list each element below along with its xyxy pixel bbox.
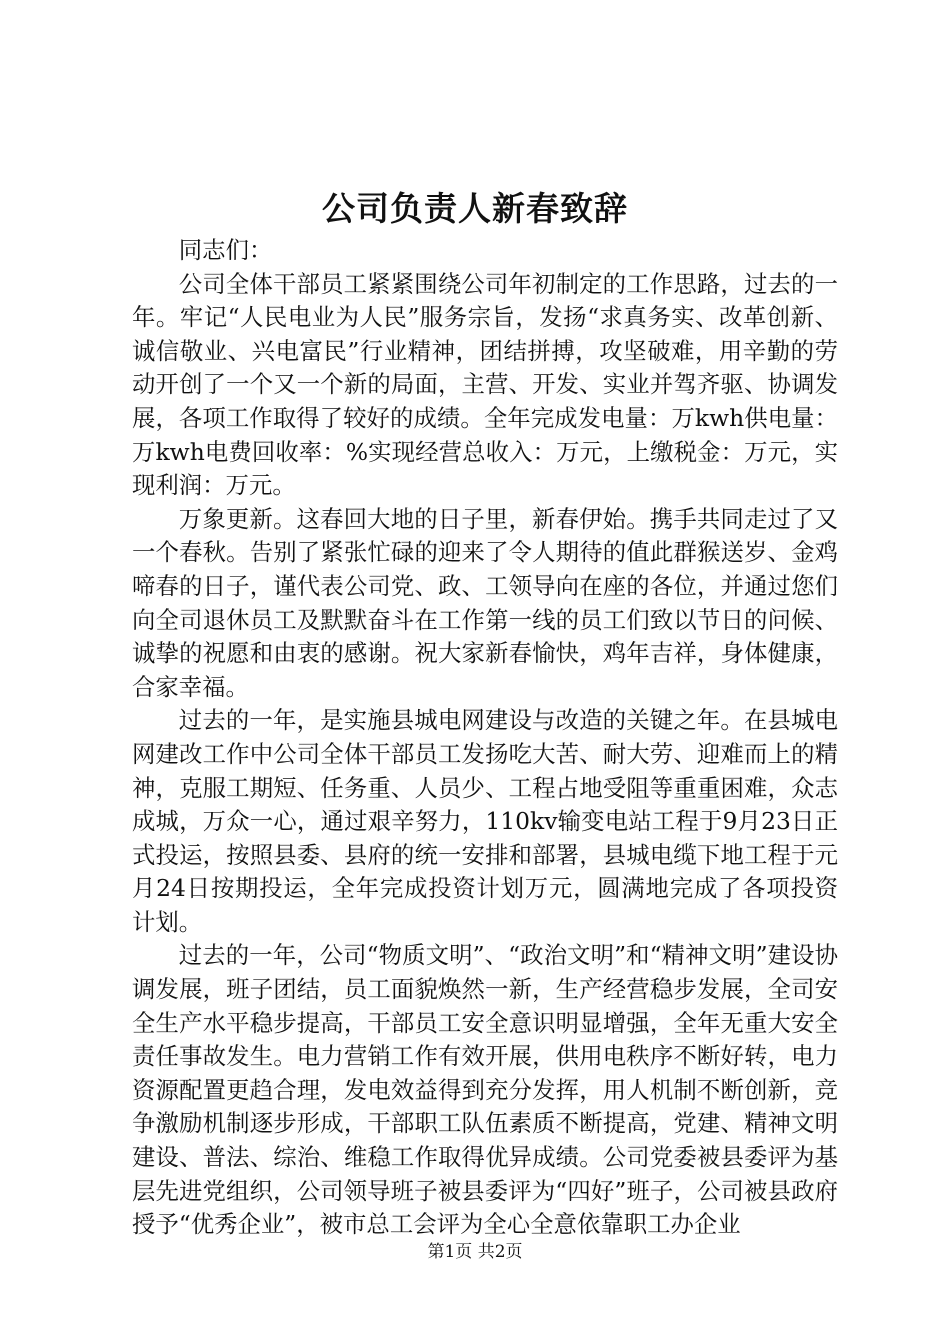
salutation: 同志们： [178, 236, 273, 264]
paragraph-2: 万象更新。这春回大地的日子里，新春伊始。携手共同走过了又一个春秋。告别了紧张忙碌的迎来了令人期待的值此群猴送岁、金鸡啼春的日子，谨代表公司党、政、工领导向在座的各位，并通过您们向全司退休员工及默默奋斗在工作第一线的员工们致以节日的问候、诚挚的祝愿和由衷的感谢。祝大家新春愉快，鸡年吉祥，身体健康，合家幸福。 [132, 504, 838, 701]
paragraph-1: 公司全体干部员工紧紧围绕公司年初制定的工作思路，过去的一年。牢记“人民电业为人民”服务宗旨，发扬“求真务实、改革创新、诚信敬业、兴电富民”行业精神，团结拼搏，攻坚破难，用辛勤的劳动开创了一个又一个新的局面，主营、开发、实业并驾齐驱、协调发展，各项工作取得了较好的成绩。全年完成发电量：万kwh供电量：万kwh电费回收率：%实现经营总收入：万元，上缴税金：万元，实现利润：万元。 [132, 269, 838, 500]
document-title: 公司负责人新春致辞 [322, 189, 628, 228]
paragraph-4: 过去的一年，公司“物质文明”、“政治文明”和“精神文明”建设协调发展，班子团结，员工面貌焕然一新，生产经营稳步发展，全司安全生产水平稳步提高，干部员工安全意识明显增强，全年无重大安全责任事故发生。电力营销工作有效开展，供用电秩序不断好转，电力资源配置更趋合理，发电效益得到充分发挥，用人机制不断创新，竞争激励机制逐步形成，干部职工队伍素质不断提高，党建、精神文明建设、普法、综治、维稳工作取得优异成绩。公司党委被县委评为基层先进党组织，公司领导班子被县委评为“四好”班子，公司被县政府授予“优秀企业”，被市总工会评为全心全意依靠职工办企业 [132, 941, 838, 1239]
page-footer: 第1页 共2页 [427, 1242, 523, 1262]
document-body [132, 234, 838, 1242]
paragraph-3: 过去的一年，是实施县城电网建设与改造的关键之年。在县城电网建改工作中公司全体干部员工发扬吃大苦、耐大劳、迎难而上的精神，克服工期短、任务重、人员少、工程占地受阻等重重困难，众志成城，万众一心，通过艰辛努力，110kv输变电站工程于9月23日正式投运，按照县委、县府的统一安排和部署，县城电缆下地工程于元月24日按期投运，全年完成投资计划万元，圆满地完成了各项投资计划。 [132, 706, 838, 936]
